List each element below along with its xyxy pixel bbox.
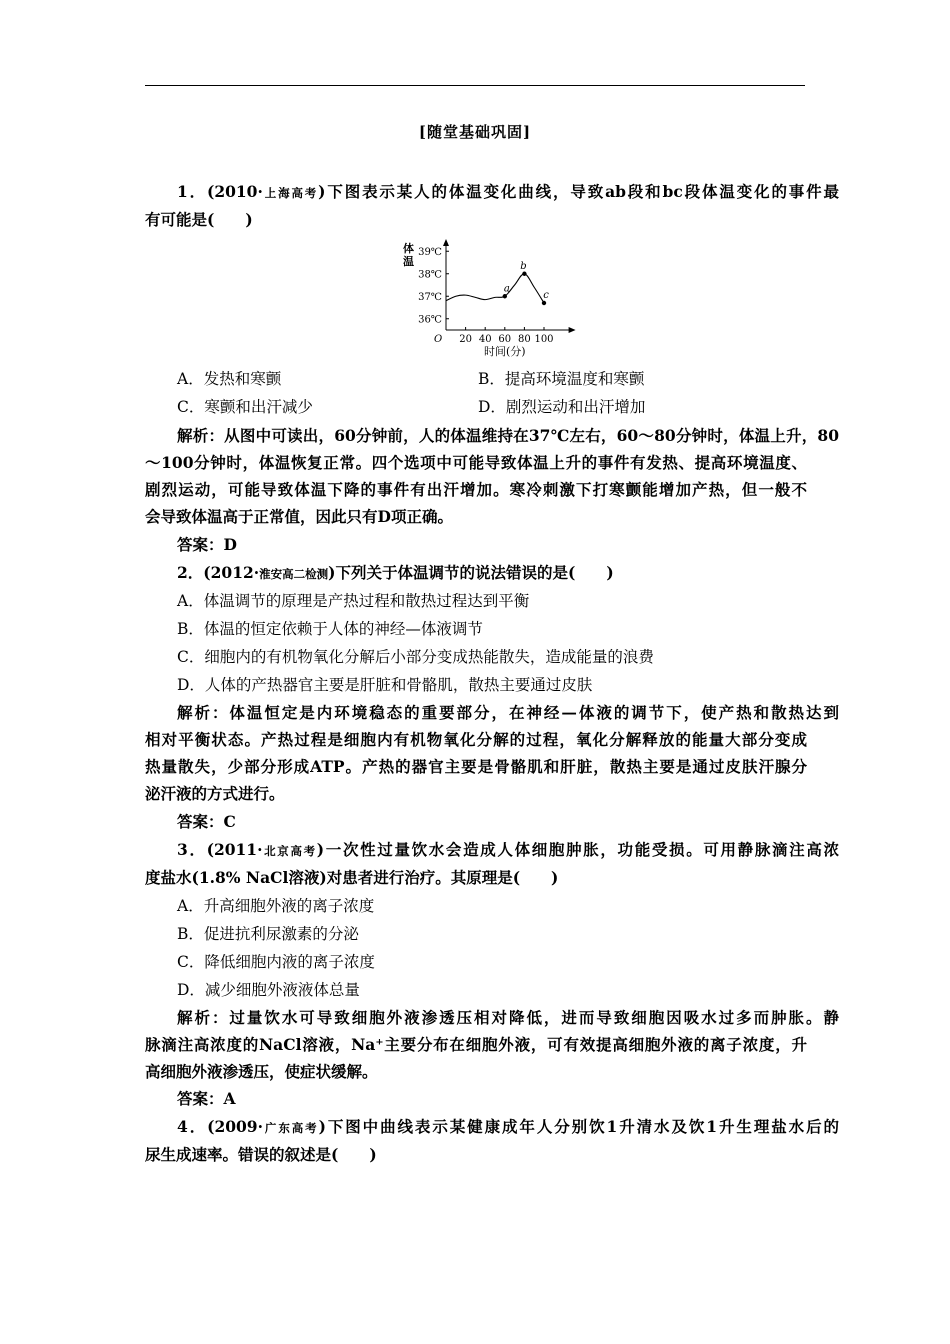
q3-stem-line2: 度盐水(1.8% NaCl溶液)对患者进行治疗。其原理是( ) bbox=[145, 868, 559, 887]
q2-source: 淮安高二检测 bbox=[259, 567, 329, 581]
q2-analysis-line: 相对平衡状态。产热过程是细胞内有机物氧化分解的过程，氧化分解释放的能量大部分变成 bbox=[145, 730, 807, 749]
y-tick-label: 39℃ bbox=[418, 246, 442, 258]
point-label: a bbox=[503, 283, 510, 295]
q2-stem: 2．(2012·淮安高二检测)下列关于体温调节的说法错误的是( ) bbox=[177, 563, 614, 582]
data-point bbox=[503, 294, 507, 298]
data-point bbox=[522, 272, 526, 276]
q3-option-d: D．减少细胞外液液体总量 bbox=[177, 981, 360, 999]
body-temperature-chart bbox=[398, 238, 598, 364]
y-tick-label: 36℃ bbox=[418, 314, 442, 326]
x-axis-arrow bbox=[569, 327, 576, 333]
q3-analysis-line: 高细胞外液渗透压，使症状缓解。 bbox=[145, 1062, 378, 1081]
x-tick-label: 20 bbox=[459, 334, 472, 345]
y-tick-label: 37℃ bbox=[418, 291, 442, 303]
q3-analysis-line: 解析：过量饮水可导致细胞外液渗透压相对降低，进而导致细胞因吸水过多而肿胀。静 bbox=[177, 1008, 839, 1027]
x-tick-label: 100 bbox=[534, 334, 554, 345]
q2-analysis-line: 泌汗液的方式进行。 bbox=[145, 784, 285, 803]
q2-analysis-line: 热量散失，少部分形成ATP。产热的器官主要是骨骼肌和肝脏，散热主要是通过皮肤汗腺分 bbox=[145, 757, 807, 776]
q1-analysis-line: 剧烈运动，可能导致体温下降的事件有出汗增加。寒冷刺激下打寒颤能增加产热，但一般不 bbox=[145, 480, 807, 499]
x-axis-label: 时间(分) bbox=[484, 345, 526, 358]
series-line bbox=[446, 274, 544, 303]
q1-option-d: D．剧烈运动和出汗增加 bbox=[478, 398, 646, 416]
origin-label: O bbox=[434, 334, 443, 345]
point-label: b bbox=[520, 260, 527, 272]
q4-stem-line2: 尿生成速率。错误的叙述是( ) bbox=[145, 1145, 377, 1164]
q2-option-d: D．人体的产热器官主要是肝脏和骨骼肌，散热主要通过皮肤 bbox=[177, 676, 593, 694]
y-axis-arrow bbox=[443, 239, 449, 246]
q1-option-c: C．寒颤和出汗减少 bbox=[177, 398, 313, 416]
q1-stem-line1: 1．(2010·上海高考)下图表示某人的体温变化曲线，导致ab段和bc段体温变化的事件最 bbox=[177, 182, 840, 201]
q3-option-c: C．降低细胞内液的离子浓度 bbox=[177, 953, 375, 971]
q1-answer: 答案：D bbox=[177, 535, 237, 554]
q4-source: 广东高考 bbox=[263, 1121, 319, 1135]
header-rule bbox=[145, 85, 805, 86]
chart-plot-area bbox=[403, 239, 576, 358]
q1-option-a: A．发热和寒颤 bbox=[177, 370, 282, 388]
q3-source: 北京高考 bbox=[262, 844, 317, 858]
q1-analysis-line: 会导致体温高于正常值，因此只有D项正确。 bbox=[145, 507, 453, 526]
q2-option-b: B．体温的恒定依赖于人体的神经—体液调节 bbox=[177, 620, 483, 638]
point-label: c bbox=[543, 290, 549, 301]
q3-answer: 答案：A bbox=[177, 1089, 236, 1108]
q1-option-b: B．提高环境温度和寒颤 bbox=[478, 370, 645, 388]
q2-option-a: A．体温调节的原理是产热过程和散热过程达到平衡 bbox=[177, 592, 530, 610]
q2-answer: 答案：C bbox=[177, 812, 236, 831]
q4-stem-line1: 4．(2009·广东高考)下图中曲线表示某健康成年人分别饮1升清水及饮1升生理盐水后的 bbox=[177, 1117, 840, 1136]
q3-option-b: B．促进抗利尿激素的分泌 bbox=[177, 925, 359, 943]
q1-stem-line2: 有可能是( ) bbox=[145, 210, 253, 229]
q1-analysis-line: ～100分钟时，体温恢复正常。四个选项中可能导致体温上升的事件有发热、提高环境温度、 bbox=[145, 453, 807, 472]
x-tick-label: 80 bbox=[518, 334, 531, 345]
q1-analysis-line: 解析：从图中可读出，60分钟前，人的体温维持在37℃左右，60～80分钟时，体温上升，80 bbox=[177, 426, 839, 445]
x-tick-label: 40 bbox=[478, 334, 492, 345]
q3-analysis-line: 脉滴注高浓度的NaCl溶液，Na⁺主要分布在细胞外液，可有效提高细胞外液的离子浓度，升 bbox=[145, 1035, 807, 1054]
q1-source: 上海高考 bbox=[262, 186, 319, 200]
q3-stem-line1: 3．(2011·北京高考)一次性过量饮水会造成人体细胞肿胀，功能受损。可用静脉滴注高浓 bbox=[177, 840, 839, 859]
data-point bbox=[542, 301, 546, 305]
q3-option-a: A．升高细胞外液的离子浓度 bbox=[177, 897, 375, 915]
x-tick-label: 60 bbox=[498, 334, 512, 345]
section-title: [随堂基础巩固] bbox=[418, 123, 532, 141]
y-axis-label: 体 bbox=[403, 242, 414, 255]
q2-option-c: C．细胞内的有机物氧化分解后小部分变成热能散失，造成能量的浪费 bbox=[177, 648, 654, 666]
q2-analysis-line: 解析：体温恒定是内环境稳态的重要部分，在神经—体液的调节下，使产热和散热达到 bbox=[177, 703, 839, 722]
y-axis-label: 温 bbox=[403, 255, 414, 268]
y-tick-label: 38℃ bbox=[418, 269, 442, 281]
